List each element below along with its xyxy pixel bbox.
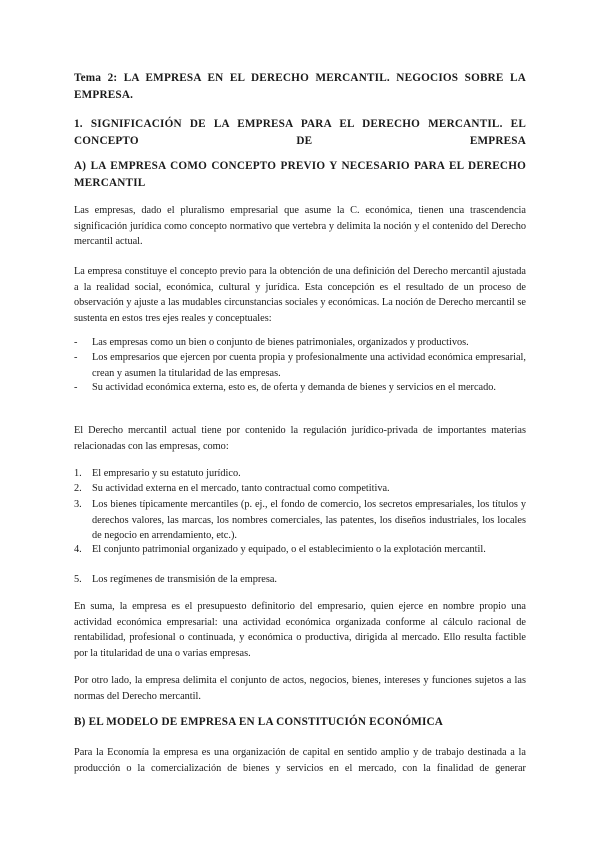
document-title: Tema 2: LA EMPRESA EN EL DERECHO MERCANTIL. NEGOCIOS SOBRE LA EMPRESA. [74, 72, 526, 101]
paragraph-4: En suma, la empresa es el presupuesto definitorio del empresario, quien ejerce en nombre propio una actividad económica empresarial: una actividad económica organizada conforme al cálculo racional de rentabilidad, profesional o continuada, y económica o productiva, dirigida al mercado. Ello resulta factible por la titularidad de una o varias empresas. [74, 601, 526, 659]
list-item: - Su actividad económica externa, esto es, de oferta y demanda de bienes y servicios en el mercado. [92, 380, 526, 396]
paragraph-2: La empresa constituye el concepto previo para la obtención de una definición del Derecho mercantil ajustada a la realidad social, económica, cultural y jurídica. Esta concepción es el resultado de un proceso de observación y ajuste a las mudables circunstancias sociales y económicas. La noción de Derecho mercantil se sustenta en estos tres ejes reales y conceptuales: [74, 266, 526, 324]
dash-marker: - [74, 382, 78, 393]
paragraph-1: Las empresas, dado el pluralismo empresarial que asume la C. económica, tienen una trascendencia significación jurídica como concepto normativo que vertebra y delimita la noción y el contenido del Derecho mercantil actual. [74, 205, 526, 247]
dash-marker: - [74, 337, 78, 348]
paragraph-6: Para la Economía la empresa es una organización de capital en sentido amplio y de trabajo destinada a la producción o la comercialización de bienes y servicios en el mercado, con la finalidad de generar [74, 747, 526, 774]
section-a-heading: A) LA EMPRESA COMO CONCEPTO PREVIO Y NECESARIO PARA EL DERECHO MERCANTIL [74, 160, 526, 189]
list-item: 4. El conjunto patrimonial organizado y equipado, o el establecimiento o la explotación mercantil. [74, 544, 486, 555]
paragraph-3: El Derecho mercantil actual tiene por contenido la regulación jurídico-privada de importantes materias relacionadas con las empresas, como: [74, 425, 526, 452]
list-item: - Los empresarios que ejercen por cuenta propia y profesionalmente una actividad económica empresarial, crean y asumen la titularidad de las empresas. [74, 352, 526, 379]
list-item: 5. Los regímenes de transmisión de la empresa. [74, 574, 278, 585]
list-item: 1. El empresario y su estatuto jurídico. [74, 468, 241, 479]
dash-marker: - [74, 352, 78, 363]
list-item: 2. Su actividad externa en el mercado, tanto contractual como competitiva. [74, 483, 390, 494]
section-b-heading: B) EL MODELO DE EMPRESA EN LA CONSTITUCIÓN ECONÓMICA [74, 716, 444, 728]
paragraph-5: Por otro lado, la empresa delimita el conjunto de actos, negocios, bienes, intereses y funciones sujetos a las normas del Derecho mercantil. [74, 675, 526, 702]
list-item: - Las empresas como un bien o conjunto de bienes patrimoniales, organizados y productivos. [92, 335, 526, 351]
list-item: 3. Los bienes típicamente mercantiles (p. ej., el fondo de comercio, los secretos empresariales, los títulos y derechos valores, las marcas, los nombres comerciales, las patentes, los diseños industriales, los locales de negocio en arrendamiento, etc.). [74, 499, 526, 541]
section-1-heading: 1. SIGNIFICACIÓN DE LA EMPRESA PARA EL DERECHO MERCANTIL. EL CONCEPTO DE EMPRESA [74, 118, 526, 147]
